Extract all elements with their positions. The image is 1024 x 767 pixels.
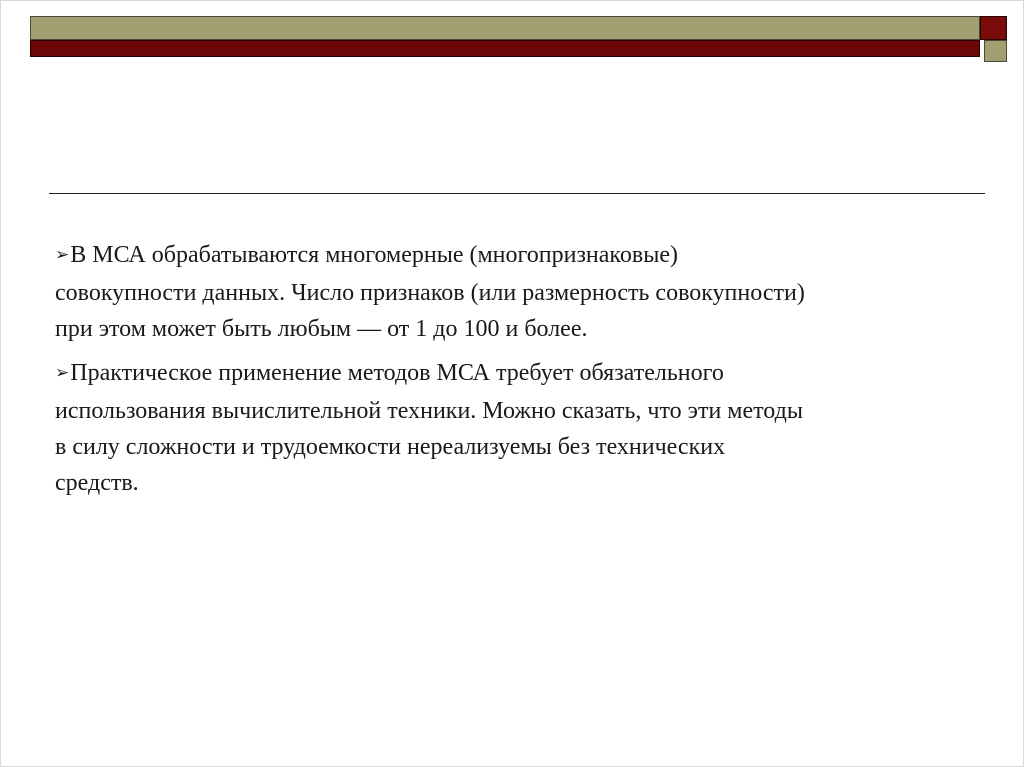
bullet-line: при этом может быть любым — от 1 до 100 и более. — [55, 316, 588, 342]
header-red-bar — [30, 40, 980, 57]
bullet-line: использования вычислительной техники. Можно сказать, что эти методы — [55, 398, 803, 424]
slide-body — [55, 237, 975, 509]
bullet-item — [55, 355, 975, 501]
arrow-bullet-icon: ➢ — [55, 245, 70, 265]
bullet-line: в силу сложности и трудоемкости нереализуемы без технических — [55, 434, 726, 460]
bullet-line: совокупности данных. Число признаков (или размерность совокупности) — [55, 280, 805, 306]
corner-red-square — [980, 16, 1007, 40]
corner-olive-square — [984, 40, 1007, 62]
bullet-text: В МСА обрабатываются многомерные (многопризнаковые) — [70, 242, 678, 268]
bullet-line — [55, 237, 975, 275]
bullet-text: Практическое применение методов МСА требует обязательного — [70, 360, 724, 386]
bullet-line: средств. — [55, 470, 139, 496]
bullet-line — [55, 355, 975, 393]
title-divider — [49, 193, 985, 194]
header-olive-bar — [30, 16, 980, 40]
bullet-item — [55, 237, 975, 347]
arrow-bullet-icon: ➢ — [55, 363, 70, 383]
